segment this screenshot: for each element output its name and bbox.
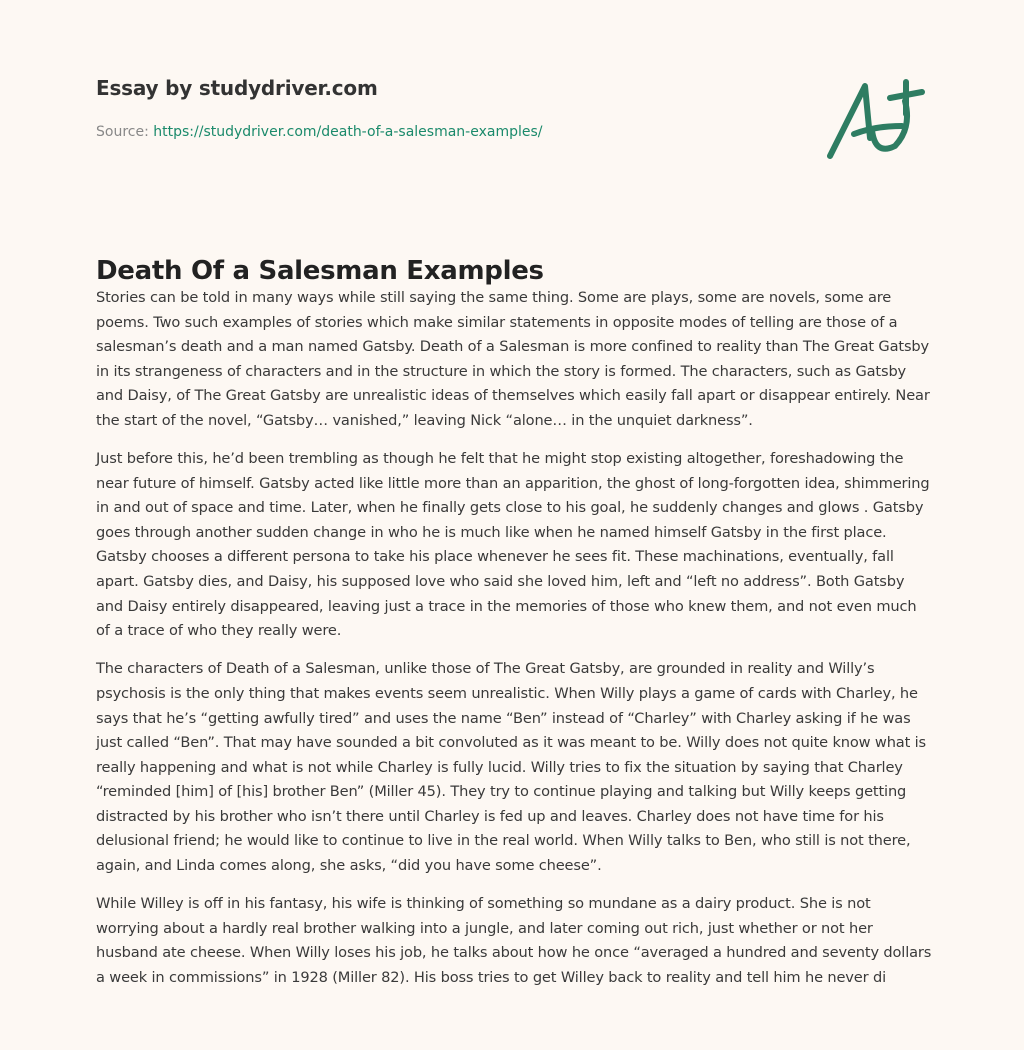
paragraph: The characters of Death of a Salesman, unlike those of The Great Gatsby, are grounded in reality and Willy’s psychosis is the only thing that makes events seem unrealistic. When Willy plays a game of cards with Charley, he says that he’s “getting awfully tired” and uses the name “Ben” instead of “Charley” with Charley asking if he was just called “Ben”. That may have sounded a bit convoluted as it was meant to be. Willy does not quite know what is really happening and what is not while Charley is fully lucid. Willy tries to fix the situation by saying that Charley “reminded [him] of [his] brother Ben” (Miller 45). They try to continue playing and talking but Willy keeps getting distracted by his brother who isn’t there until Charley is fed up and leaves. Charley does not have time for his delusional friend; he would like to continue to live in the real world. When Willy talks to Ben, who still is not there, again, and Linda comes along, she asks, “did you have some cheese”.	[96, 660, 927, 875]
source-line	[96, 124, 543, 140]
article-title: Death Of a Salesman Examples	[96, 256, 544, 286]
article-body	[96, 286, 932, 1004]
a-plus-logo-icon	[820, 68, 930, 168]
source-label: Source:	[96, 124, 149, 140]
site-title: Essay by studydriver.com	[96, 76, 378, 100]
source-link[interactable]: https://studydriver.com/death-of-a-salesman-examples/	[153, 124, 543, 140]
paragraph: Just before this, he’d been trembling as though he felt that he might stop existing altogether, foreshadowing the near future of himself. Gatsby acted like little more than an apparition, the ghost of long-forgotten idea, shimmering in and out of space and time. Later, when he finally gets close to his goal, he suddenly changes and glows . Gatsby goes through another sudden change in who he is much like when he named himself Gatsby in the first place. Gatsby chooses a different persona to take his place whenever he sees fit. These machinations, eventually, fall apart. Gatsby dies, and Daisy, his supposed love who said she loved him, left and “left no address”. Both Gatsby and Daisy entirely disappeared, leaving just a trace in the memories of those who knew them, and not even much of a trace of who they really were.	[96, 450, 930, 640]
paragraph: While Willey is off in his fantasy, his wife is thinking of something so mundane as a dairy product. She is not worrying about a hardly real brother walking into a jungle, and later coming out rich, just whether or not her husband ate cheese. When Willy loses his job, he talks about how he once “averaged a hundred and seventy dollars a week in commissions” in 1928 (Miller 82). His boss tries to get Willey back to reality and tell him he never di	[96, 895, 932, 986]
paragraph: Stories can be told in many ways while still saying the same thing. Some are plays, some are novels, some are poems. Two such examples of stories which make similar statements in opposite modes of telling are those of a salesman’s death and a man named Gatsby. Death of a Salesman is more confined to reality than The Great Gatsby in its strangeness of characters and in the structure in which the story is formed. The characters, such as Gatsby and Daisy, of The Great Gatsby are unrealistic ideas of themselves which easily fall apart or disappear entirely. Near the start of the novel, “Gatsby… vanished,” leaving Nick “alone… in the unquiet darkness”.	[96, 289, 930, 429]
